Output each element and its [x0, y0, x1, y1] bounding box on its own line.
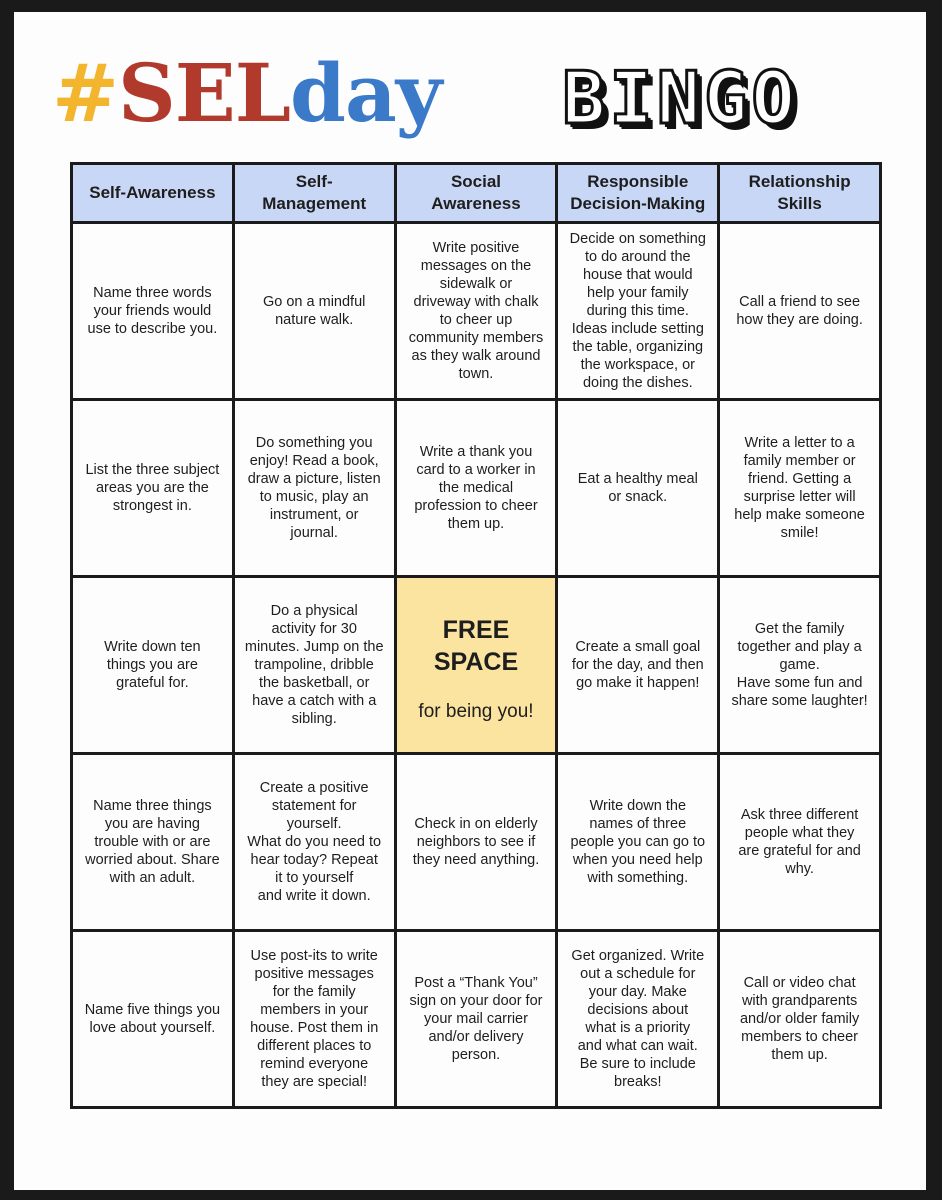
bingo-sheet [14, 12, 926, 1190]
column-header: Relationship Skills [719, 164, 881, 223]
bingo-cell: Use post-its to write positive messages for the family members in your house. Post them in different places to remind everyone they are special! [233, 931, 395, 1108]
bingo-cell: Write down the names of three people you can go to when you need help with something. [557, 754, 719, 931]
free-space-subtitle: for being you! [418, 701, 534, 722]
bingo-cell: Ask three different people what they are grateful for and why. [719, 754, 881, 931]
bingo-cell: Do something you enjoy! Read a book, draw a picture, listen to music, play an instrument, or journal. [233, 400, 395, 577]
column-header: Self- Management [233, 164, 395, 223]
column-header: Social Awareness [395, 164, 557, 223]
column-header: Self-Awareness [72, 164, 234, 223]
page-title [14, 46, 926, 140]
board-body [72, 223, 881, 1108]
bingo-cell: Go on a mindful nature walk. [233, 223, 395, 400]
column-header: Responsible Decision-Making [557, 164, 719, 223]
bingo-cell: Name five things you love about yourself. [72, 931, 234, 1108]
bingo-cell: Decide on something to do around the house that would help your family during this time. Ideas include setting the table, organizing the workspace, or doing the dishes. [557, 223, 719, 400]
title-sel: SEL [118, 46, 291, 140]
title-day: day [290, 46, 442, 140]
bingo-cell: Do a physical activity for 30 minutes. Jump on the trampoline, dribble the basketball, or have a catch with a sibling. [233, 577, 395, 754]
bingo-row [72, 931, 881, 1108]
title-hash: # [52, 46, 119, 140]
bingo-cell: Call or video chat with grandparents and/or older family members to cheer them up. [719, 931, 881, 1108]
bingo-cell: Write a letter to a family member or friend. Getting a surprise letter will help make someone smile! [719, 400, 881, 577]
bingo-cell: Write down ten things you are grateful for. [72, 577, 234, 754]
bingo-cell: Eat a healthy meal or snack. [557, 400, 719, 577]
bingo-row [72, 577, 881, 754]
title-bingo: BINGO [562, 56, 799, 140]
free-space-title: FREE SPACE [433, 616, 519, 676]
header-row [72, 164, 881, 223]
free-space-cell [395, 577, 557, 754]
bingo-cell: Name three things you are having trouble with or are worried about. Share with an adult. [72, 754, 234, 931]
bingo-cell: Get organized. Write out a schedule for your day. Make decisions about what is a priority and what can wait. Be sure to include breaks! [557, 931, 719, 1108]
bingo-cell: Check in on elderly neighbors to see if they need anything. [395, 754, 557, 931]
bingo-cell: Write positive messages on the sidewalk or driveway with chalk to cheer up community members as they walk around town. [395, 223, 557, 400]
bingo-cell: List the three subject areas you are the strongest in. [72, 400, 234, 577]
bingo-row [72, 223, 881, 400]
bingo-cell: Create a small goal for the day, and then go make it happen! [557, 577, 719, 754]
bingo-cell: Post a “Thank You” sign on your door for your mail carrier and/or delivery person. [395, 931, 557, 1108]
bingo-cell: Write a thank you card to a worker in the medical profession to cheer them up. [395, 400, 557, 577]
bingo-cell: Get the family together and play a game. Have some fun and share some laughter! [719, 577, 881, 754]
bingo-cell: Create a positive statement for yourself. What do you need to hear today? Repeat it to yourself and write it down. [233, 754, 395, 931]
bingo-cell: Call a friend to see how they are doing. [719, 223, 881, 400]
bingo-board [70, 162, 882, 1109]
bingo-row [72, 400, 881, 577]
title-selday [52, 48, 441, 138]
bingo-row [72, 754, 881, 931]
bingo-cell: Name three words your friends would use to describe you. [72, 223, 234, 400]
